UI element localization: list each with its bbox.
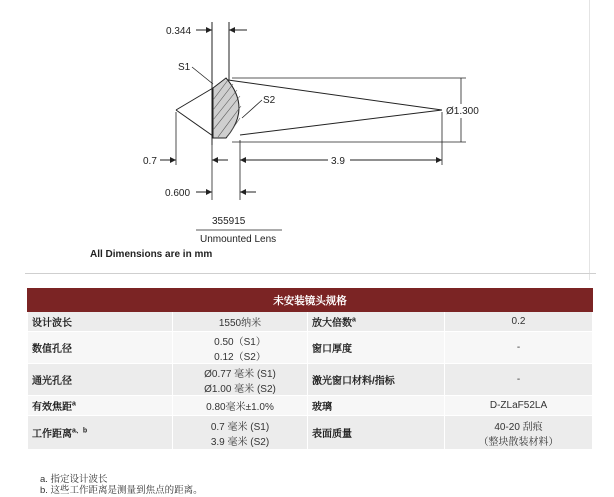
arrowhead <box>170 157 176 163</box>
spec-value: 40-20 刮痕 （整块散装材料） <box>445 416 593 450</box>
separator <box>25 273 596 274</box>
spec-label: 通光孔径 <box>28 364 173 396</box>
arrowhead <box>240 157 246 163</box>
arrowhead <box>206 27 212 33</box>
footnote-b: b. 这些工作距离是测量到焦点的距离。 <box>40 485 203 496</box>
dimensions-note: All Dimensions are in mm <box>90 249 213 260</box>
ray-left-bottom <box>176 110 213 136</box>
dim-bottom-label: 0.600 <box>165 188 191 199</box>
surface-2-label: S2 <box>263 95 276 106</box>
arrowhead <box>212 157 218 163</box>
arrowhead <box>229 27 235 33</box>
spec-label: 工作距离$^{a、b}$ <box>28 416 173 450</box>
spec-value: 0.50（S1） 0.12（S2） <box>173 332 308 364</box>
spec-table-body <box>28 312 593 450</box>
table-row <box>28 396 593 416</box>
arrowhead <box>206 189 212 195</box>
spec-value: - <box>445 364 593 396</box>
spec-label: 激光窗口材料/指标 <box>308 364 445 396</box>
arrowhead <box>240 189 246 195</box>
dim-left-label: 0.7 <box>143 156 157 167</box>
table-row <box>28 416 593 450</box>
spec-label: 表面质量 <box>308 416 445 450</box>
footnote-marker: a、b <box>72 427 88 435</box>
spec-value: 1550纳米 <box>173 312 308 332</box>
ray-right-bottom <box>240 110 442 135</box>
footnote-marker: a <box>352 316 356 324</box>
ray-left-top <box>176 88 213 110</box>
table-row <box>28 364 593 396</box>
spec-table <box>27 288 593 450</box>
arrowhead <box>436 157 442 163</box>
footnote-marker: a <box>72 400 76 408</box>
spec-value: 0.7 毫米 (S1) 3.9 毫米 (S2) <box>173 416 308 450</box>
spec-value: - <box>445 332 593 364</box>
footnote-a: a. 指定设计波长 <box>40 474 108 485</box>
spec-label: 有效焦距$^a$ <box>28 396 173 416</box>
divider <box>589 0 590 280</box>
spec-value: D-ZLaF52LA <box>445 396 593 416</box>
ray-right-top <box>228 80 442 110</box>
spec-label: 玻璃 <box>308 396 445 416</box>
spec-value: 0.2 <box>445 312 593 332</box>
part-caption: Unmounted Lens <box>200 234 277 245</box>
dim-diameter-label: Ø1.300 <box>446 106 479 117</box>
spec-label: 数值孔径 <box>28 332 173 364</box>
dim-length-label: 3.9 <box>331 156 345 167</box>
spec-label: 放大倍数$^a$ <box>308 312 445 332</box>
spec-value: Ø0.77 毫米 (S1) Ø1.00 毫米 (S2) <box>173 364 308 396</box>
spec-value: 0.80毫米±1.0% <box>173 396 308 416</box>
part-number: 355915 <box>212 216 246 227</box>
table-row <box>28 312 593 332</box>
leader-s1 <box>192 67 213 84</box>
surface-1-label: S1 <box>178 62 191 73</box>
spec-label: 设计波长 <box>28 312 173 332</box>
dim-top-label: 0.344 <box>166 26 192 37</box>
table-row <box>28 332 593 364</box>
lens-body <box>213 78 239 138</box>
leader-s2 <box>242 100 262 118</box>
spec-label: 窗口厚度 <box>308 332 445 364</box>
spec-table-title: 未安装镜头规格 <box>28 289 593 312</box>
